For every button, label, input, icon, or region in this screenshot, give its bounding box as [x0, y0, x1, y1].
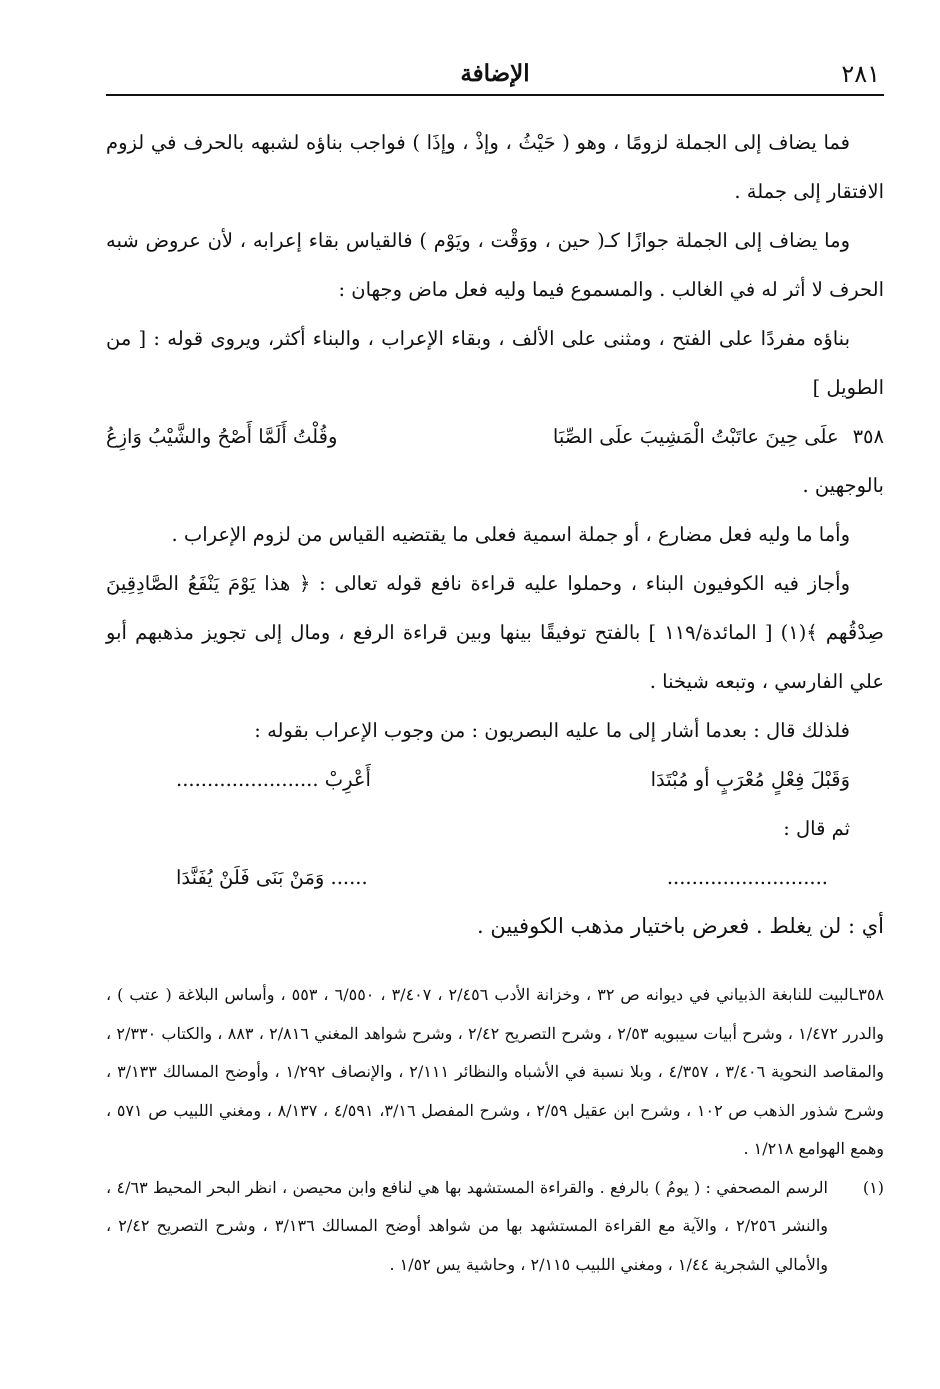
verse-first-text: علَى حِينَ عاتَبْتُ الْمَشِيبَ علَى الصِّبَا — [552, 425, 839, 448]
paragraph-1: فما يضاف إلى الجملة لزومًا ، وهو ( حَيْثُ ، وإذْ ، وإذَا ) فواجب بناؤه لشبهه بالحرف في لزوم الافتقار إلى جملة . — [106, 131, 884, 203]
footnote-358-mark: ٣٥٨ـ — [853, 985, 885, 1004]
verse-first-hemistich — [553, 412, 884, 461]
footnote-358-text: البيت للنابغة الذبياني في ديوانه ص ٣٢ ، وخزانة الأدب ٢/٤٥٦ ، ٣/٤٠٧ ، ٦/٥٥٠ ، ٥٥٣ ، وأساس البلاغة ( عتب ) ، والدرر ١/٤٧٢ ، وشرح أبيات سيبويه ٢/٥٣ ، وشرح التصريح ٢/٤٢ ، وشرح شواهد المغني ٢/٨١٦ ، ٨٨٣ ، والكتاب ٢/٣٣٠ ، والمقاصد النحوية ٣/٤٠٦ ، ٤/٣٥٧ ، وبلا نسبة في الأشباه والنظائر ٢/١١١ ، والإنصاف ١/٢٩٢ ، وأوضح المسالك ٣/١٣٣ ، وشرح شذور الذهب ص ١٠٢ ، وشرح ابن عقيل ٢/٥٩ ، وشرح المفصل ٣/١٦، ٤/٥٩١ ، ٨/١٣٧ ، ومغني اللبيب ص ٥٧١ ، وهمع الهوامع ١/٢١٨ . — [106, 985, 885, 1158]
footnote-1-mark: (١) — [862, 1177, 884, 1197]
main-text — [106, 118, 884, 951]
verse-alfiya-1-first: وَقَبْلَ فِعْلٍ مُعْرَبٍ أو مُبْتَدَا — [650, 768, 850, 791]
paragraph-5: وأما ما وليه فعل مضارع ، أو جملة اسمية فعلى ما يقتضيه القياس من لزوم الإعراب . — [171, 523, 850, 546]
page-number: ٢٨١ — [841, 60, 880, 88]
paragraph-9: أي : لن يغلط . فعرض باختيار مذهب الكوفيين . — [477, 914, 884, 938]
paragraph-7: فلذلك قال : بعدما أشار إلى ما عليه البصريون : من وجوب الإعراب بقوله : — [254, 719, 850, 742]
verse-alfiya-2-second: ...... وَمَنْ بَنَى فَلَنْ يُفَنَّدَا — [176, 866, 368, 889]
verse-alfiya-2-first: .......................... — [666, 866, 828, 889]
verse-alfiya-2 — [106, 853, 884, 902]
footnotes — [106, 976, 884, 1284]
paragraph-8: ثم قال : — [783, 817, 850, 840]
header-rule — [106, 94, 884, 96]
verse-alfiya-1 — [106, 755, 884, 804]
paragraph-3: بناؤه مفردًا على الفتح ، ومثنى على الألف ، وبقاء الإعراب ، والبناء أكثر، ويروى قوله : [ من الطويل ] — [106, 327, 884, 399]
verse-358 — [106, 412, 884, 461]
verse-alfiya-1-second: أَعْرِبْ ....................... — [176, 768, 371, 791]
footnote-1 — [106, 1169, 884, 1285]
page-title: الإضافة — [460, 60, 530, 87]
verse-number: ٣٥٨ — [852, 425, 884, 448]
paragraph-2: وما يضاف إلى الجملة جوازًا كـ( حين ، ووَقْت ، ويَوْم ) فالقياس بقاء إعرابه ، لأن عروض شبه الحرف لا أثر له في الغالب . والمسموع فيما وليه فعل ماض وجهان : — [106, 229, 884, 301]
paragraph-4: بالوجهين . — [802, 474, 884, 497]
footnote-1-text: الرسم المصحفي : ( يومُ ) بالرفع . والقراءة المستشهد بها هي لنافع وابن محيصن ، انظر البحر المحيط ٤/٦٣ ، والنشر ٢/٢٥٦ ، والآية مع القراءة المستشهد بها من شواهد أوضح المسالك ٣/١٣٦ ، وشرح التصريح ٢/٤٢ ، والأمالي الشجرية ١/٤٤ ، ومغني اللبيب ٢/١١٥ ، وحاشية يس ١/٥٢ . — [106, 1177, 829, 1274]
verse-second-hemistich: وقُلْتُ أَلَمَّا أَصْحُ والشَّيْبُ وَازِعُ — [106, 425, 338, 448]
footnote-358 — [106, 976, 884, 1169]
page-header — [106, 58, 884, 98]
paragraph-6: وأجاز فيه الكوفيون البناء ، وحملوا عليه قراءة نافع قوله تعالى : ﴿ هذا يَوْمَ يَنْفَعُ الصَّادِقِينَ صِدْقُهم ﴾(١) [ المائدة/١١٩ ] بالفتح توفيقًا بينها وبين قراءة الرفع ، ومال إلى تجويز مذهبهم أبو علي الفارسي ، وتبعه شيخنا . — [106, 572, 884, 693]
